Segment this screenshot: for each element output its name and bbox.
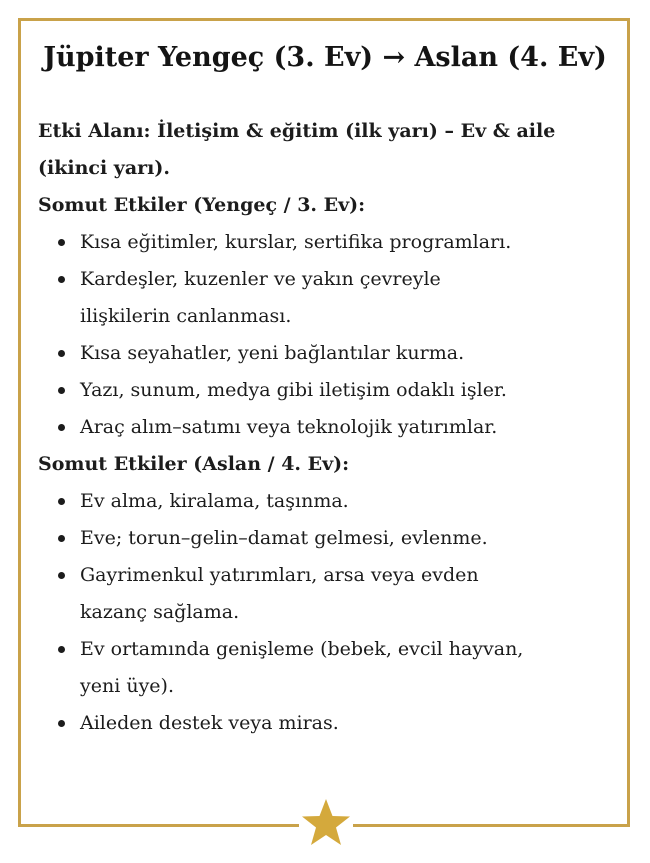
list-item <box>38 261 618 335</box>
list-item <box>38 483 618 520</box>
impact-area-line-1: Etki Alanı: İletişim & eğitim (ilk yarı) – Ev & aile <box>38 120 556 142</box>
list-item-text: Eve; torun–gelin–damat gelmesi, evlenme. <box>80 527 488 549</box>
section-heading-cancer: Somut Etkiler (Yengeç / 3. Ev): <box>38 194 366 216</box>
list-item-text: Gayrimenkul yatırımları, arsa veya evden <box>80 564 479 586</box>
list-item <box>38 705 618 742</box>
list-item-text: Ev ortamında genişleme (bebek, evcil hayvan, <box>80 638 524 660</box>
effects-list-cancer <box>38 224 618 446</box>
list-item <box>38 335 618 372</box>
list-item-text: Kısa eğitimler, kurslar, sertifika programları. <box>80 231 512 253</box>
page-title: Jüpiter Yengeç (3. Ev) → Aslan (4. Ev) <box>43 42 607 73</box>
list-item <box>38 372 618 409</box>
list-item-text: yeni üye). <box>80 675 174 697</box>
star-icon <box>299 797 353 851</box>
list-item-text: Kısa seyahatler, yeni bağlantılar kurma. <box>80 342 465 364</box>
bullet-icon <box>58 572 65 579</box>
list-item-text: Ev alma, kiralama, taşınma. <box>80 490 349 512</box>
bullet-icon <box>58 387 65 394</box>
list-item <box>38 224 618 261</box>
effects-list-leo <box>38 483 618 742</box>
list-item-text: Aileden destek veya miras. <box>80 712 339 734</box>
bullet-icon <box>58 720 65 727</box>
bullet-icon <box>58 498 65 505</box>
list-item <box>38 557 618 631</box>
list-item <box>38 409 618 446</box>
impact-area-line-2: (ikinci yarı). <box>38 157 170 179</box>
content-body <box>38 113 618 742</box>
list-item-text: Kardeşler, kuzenler ve yakın çevreyle <box>80 268 441 290</box>
bullet-icon <box>58 239 65 246</box>
list-item-text: ilişkilerin canlanması. <box>80 305 292 327</box>
bullet-icon <box>58 424 65 431</box>
list-item <box>38 520 618 557</box>
bullet-icon <box>58 276 65 283</box>
bullet-icon <box>58 535 65 542</box>
bullet-icon <box>58 350 65 357</box>
list-item <box>38 631 618 705</box>
list-item-text: kazanç sağlama. <box>80 601 240 623</box>
list-item-text: Araç alım–satımı veya teknolojik yatırımlar. <box>80 416 498 438</box>
list-item-text: Yazı, sunum, medya gibi iletişim odaklı işler. <box>80 379 507 401</box>
section-heading-leo: Somut Etkiler (Aslan / 4. Ev): <box>38 453 350 475</box>
bullet-icon <box>58 646 65 653</box>
